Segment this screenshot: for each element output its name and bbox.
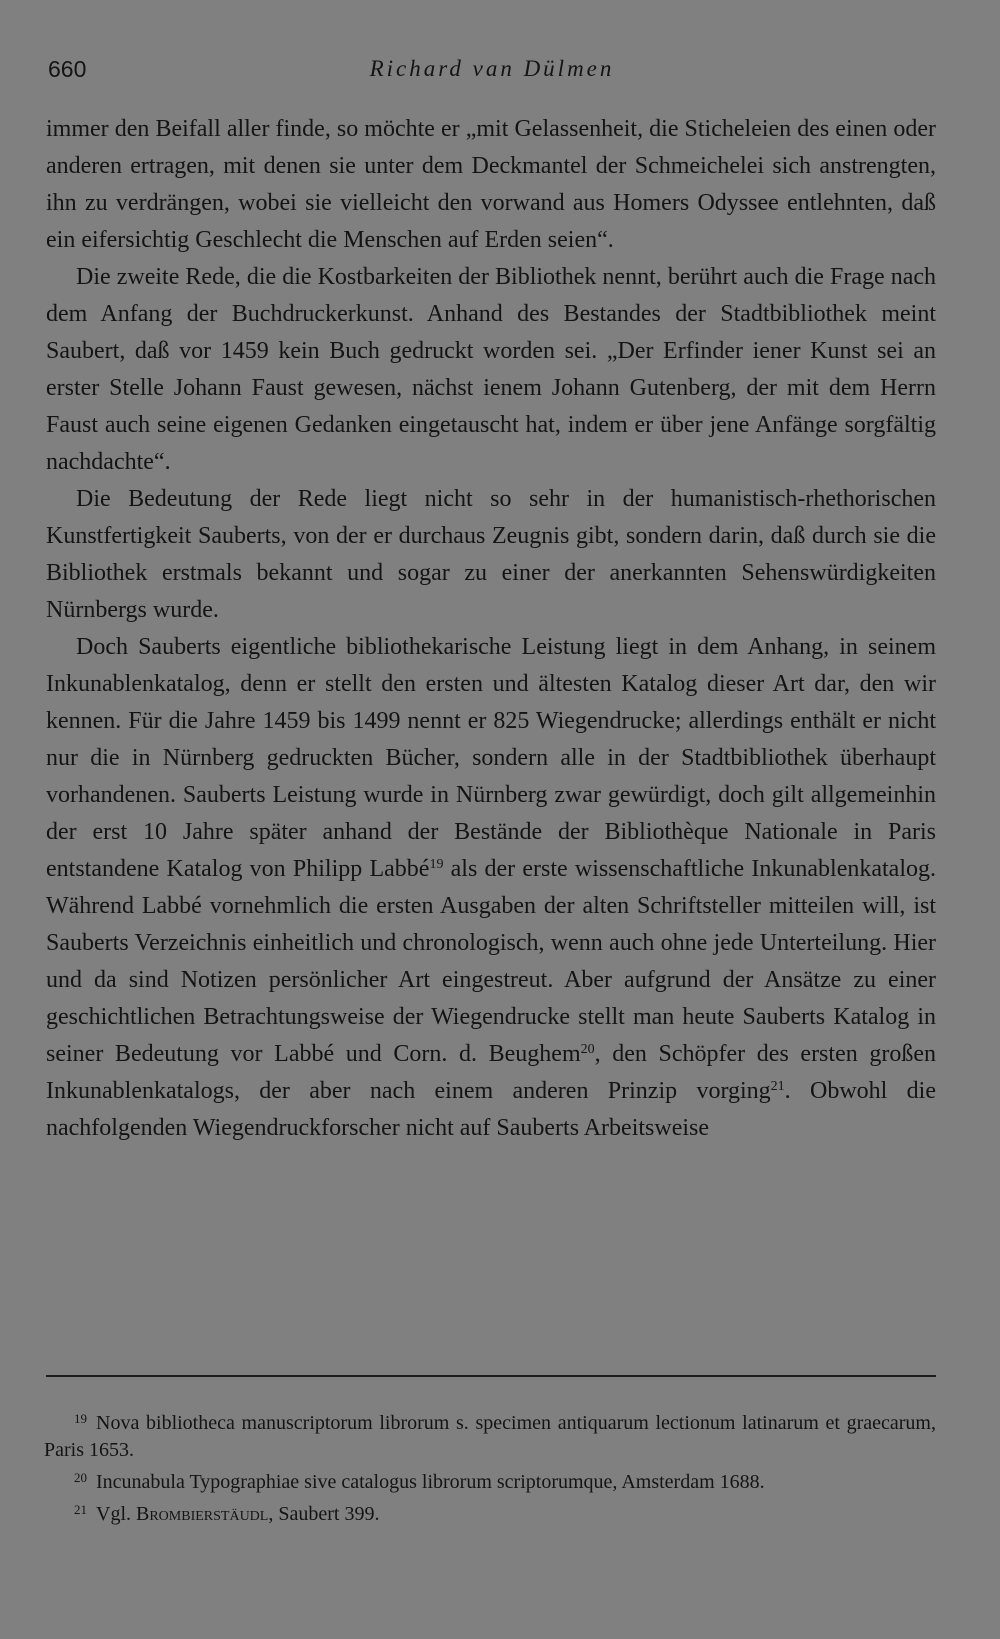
text-run: Nova bibliotheca manuscriptorum librorum s. specimen antiquarum lectionum latinarum et graecarum, Paris 1653. (44, 1412, 936, 1461)
paragraph (46, 259, 936, 481)
footnote-separator (46, 1375, 936, 1377)
footnote-reference: 20 (580, 1042, 595, 1057)
footnote-reference: 19 (429, 857, 444, 872)
footnote-number: 21 (74, 1502, 87, 1517)
paragraph (46, 629, 936, 1147)
text-run: . Obwohl die nachfolgenden Wiegendruckforscher nicht auf Sauberts Arbeitsweise (46, 1078, 936, 1141)
footnote-number: 20 (74, 1470, 87, 1485)
text-run: als der erste wissenschaftliche Inkunablenkatalog. Während Labbé vornehmlich die ersten Ausgaben der alten Schriftsteller mitteilen will, ist Sauberts Verzeichnis einheitlich und chronologisch, wenn auch ohne jede Unterteilung. Hier und da sind Notizen persönlicher Art eingestreut. Aber aufgrund der Ansätze zu einer geschichtlichen Betrachtungsweise der Wiegendrucke stellt man heute Sauberts Katalog in seiner Bedeutung vor Labbé und Corn. d. Beughem (46, 856, 936, 1067)
footnotes (44, 1405, 936, 1528)
text-run: Incunabula Typographiae sive catalogus librorum scriptorumque, Amsterdam 1688. (96, 1471, 765, 1493)
text-run: , den Schöpfer des ersten großen Inkunablenkatalogs, der aber nach einem anderen Prinzip vorging (46, 1041, 936, 1104)
page-header (48, 56, 936, 88)
text-run: , Saubert 399. (268, 1503, 380, 1525)
paragraph (46, 481, 936, 629)
text-run: Die zweite Rede, die die Kostbarkeiten der Bibliothek nennt, berührt auch die Frage nach dem Anfang der Buchdruckerkunst. Anhand des Bestandes der Stadtbibliothek meint Saubert, daß vor 1459 kein Buch gedruckt worden sei. „Der Erfinder iener Kunst sei an erster Stelle Johann Faust gewesen, nächst ienem Johann Gutenberg, der mit dem Herrn Faust auch seine eigenen Gedanken eingetauscht hat, indem er über jene Anfänge sorgfältig nachdachte“. (46, 264, 936, 475)
text-run: Die Bedeutung der Rede liegt nicht so sehr in der humanistisch-rhethorischen Kunstfertigkeit Sauberts, von der er durchaus Zeugnis gibt, sondern darin, daß durch sie die Bibliothek erstmals bekannt und sogar zu einer der anerkannten Sehenswürdigkeiten Nürnbergs wurde. (46, 486, 936, 623)
footnote (44, 1464, 936, 1496)
text-run: Doch Sauberts eigentliche bibliothekarische Leistung liegt in dem Anhang, in seinem Inkunablenkatalog, denn er stellt den ersten und ältesten Katalog dieser Art dar, den wir kennen. Für die Jahre 1459 bis 1499 nennt er 825 Wiegendrucke; allerdings enthält er nicht nur die in Nürnberg gedruckten Bücher, sondern alle in der Stadtbibliothek überhaupt vorhandenen. Sauberts Leistung wurde in Nürnberg zwar gewürdigt, doch gilt allgemeinhin der erst 10 Jahre später anhand der Bestände der Bibliothèque Nationale in Paris entstandene Katalog von Philipp Labbé (46, 634, 936, 882)
author-name: Brombierstäudl (136, 1503, 269, 1525)
page-number: 660 (48, 56, 87, 82)
paragraph (46, 111, 936, 259)
running-head: Richard van Dülmen (369, 56, 615, 81)
text-run: Vgl. (96, 1503, 136, 1525)
text-run: immer den Beifall aller finde, so möchte er „mit Gelassenheit, die Sticheleien des einen oder anderen ertragen, mit denen sie unter dem Deckmantel der Schmeichelei sich anstrengten, ihn zu verdrängen, wobei sie vielleicht den vorwand aus Homers Odyssee entlehnten, daß ein eifersichtig Geschlecht die Menschen auf Erden seien“. (46, 116, 936, 253)
footnote-reference: 21 (770, 1079, 785, 1094)
footnote-number: 19 (74, 1411, 87, 1426)
footnote (44, 1405, 936, 1464)
body-text (46, 111, 936, 1147)
footnote (44, 1496, 936, 1528)
